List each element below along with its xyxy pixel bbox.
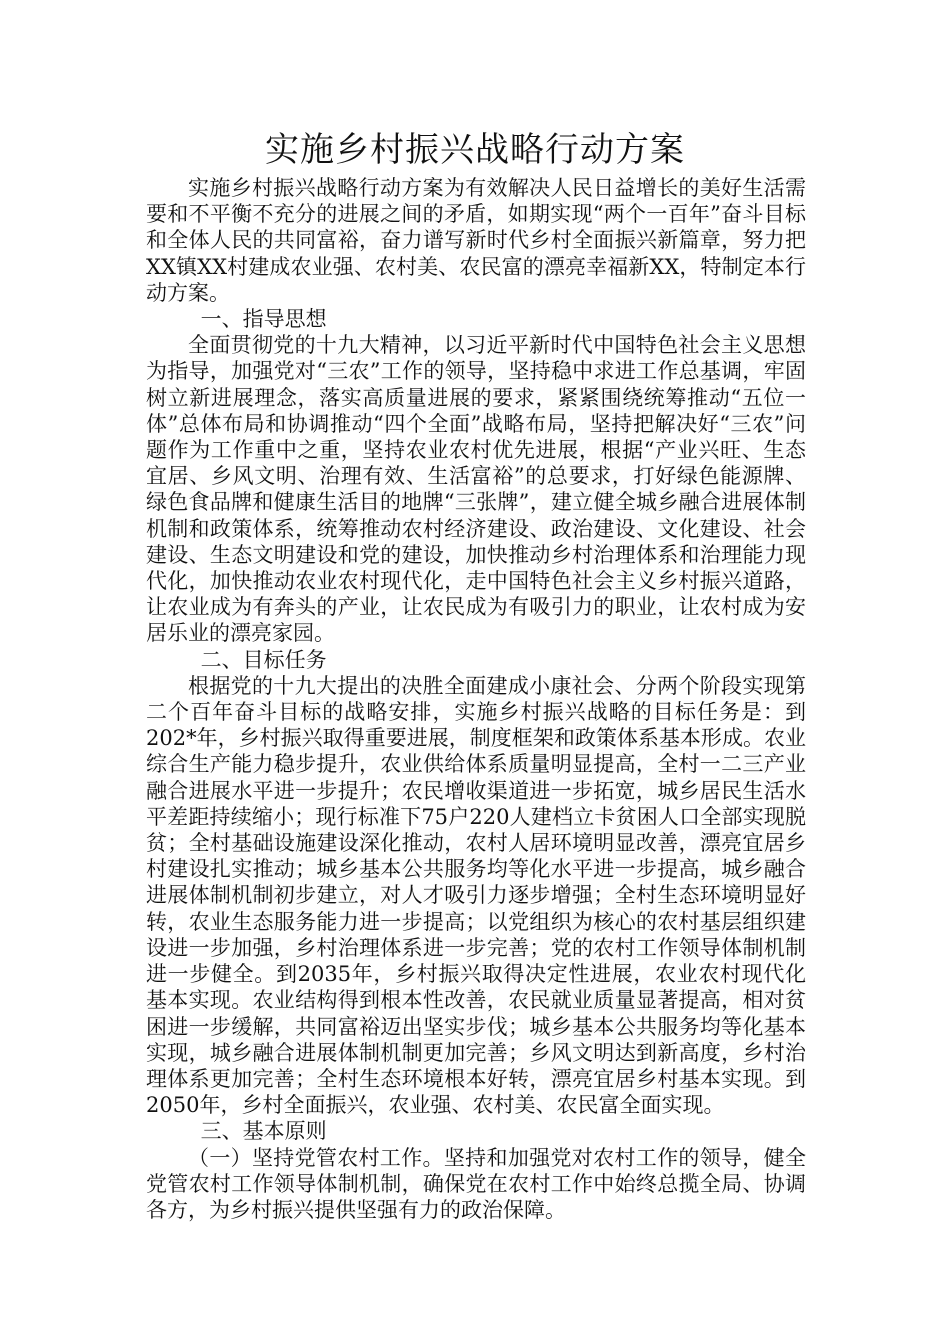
section-paragraph-principles: （一）坚持党管农村工作。坚持和加强党对农村工作的领导，健全党管农村工作领导体制机制，确保党在农村工作中始终总揽全局、协调各方，为乡村振兴提供坚强有力的政治保障。 — [146, 1145, 806, 1222]
document-body — [146, 175, 806, 1223]
section-paragraph-goals: 根据党的十九大提出的决胜全面建成小康社会、分两个阶段实现第二个百年奋斗目标的战略安排，实施乡村振兴战略的目标任务是：到202*年，乡村振兴取得重要进展，制度框架和政策体系基本形成。农业综合生产能力稳步提升，农业供给体系质量明显提高，全村一二三产业融合进展水平进一步提升；农民增收渠道进一步拓宽，城乡居民生活水平差距持续缩小；现行标准下75户220人建档立卡贫困人口全部实现脱贫；全村基础设施建设深化推动，农村人居环境明显改善，漂亮宜居乡村建设扎实推动；城乡基本公共服务均等化水平进一步提高，城乡融合进展体制机制初步建立，对人才吸引力逐步增强；全村生态环境明显好转，农业生态服务能力进一步提高；以党组织为核心的农村基层组织建设进一步加强，乡村治理体系进一步完善；党的农村工作领导体制机制进一步健全。到2035年，乡村振兴取得决定性进展，农业农村现代化基本实现。农业结构得到根本性改善，农民就业质量显著提高，相对贫困进一步缓解，共同富裕迈出坚实步伐；城乡基本公共服务均等化基本实现，城乡融合进展体制机制更加完善；乡风文明达到新高度，乡村治理体系更加完善；全村生态环境根本好转，漂亮宜居乡村基本实现。到2050年，乡村全面振兴，农业强、农村美、农民富全面实现。 — [146, 673, 806, 1118]
section-heading-goals: 二、目标任务 — [200, 647, 327, 672]
section-paragraph-guiding-ideology: 全面贯彻党的十九大精神，以习近平新时代中国特色社会主义思想为指导，加强党对“三农”工作的领导，坚持稳中求进工作总基调，牢固树立新进展理念，落实高质量进展的要求，紧紧围绕统筹推动“五位一体”总体布局和协调推动“四个全面”战略布局，坚持把解决好“三农”问题作为工作重中之重，坚持农业农村优先进展，根据“产业兴旺、生态宜居、乡风文明、治理有效、生活富裕”的总要求，打好绿色能源牌、绿色食品牌和健康生活目的地牌“三张牌”，建立健全城乡融合进展体制机制和政策体系，统筹推动农村经济建设、政治建设、文化建设、社会建设、生态文明建设和党的建设，加快推动乡村治理体系和治理能力现代化，加快推动农业农村现代化，走中国特色社会主义乡村振兴道路，让农业成为有奔头的产业，让农民成为有吸引力的职业，让农村成为安居乐业的漂亮家园。 — [146, 333, 806, 646]
intro-paragraph: 实施乡村振兴战略行动方案为有效解决人民日益增长的美好生活需要和不平衡不充分的进展之间的矛盾，如期实现“两个一百年”奋斗目标和全体人民的共同富裕，奋力谱写新时代乡村全面振兴新篇章，努力把XX镇XX村建成农业强、农村美、农民富的漂亮幸福新XX，特制定本行动方案。 — [146, 176, 806, 305]
document-title: 实施乡村振兴战略行动方案 — [265, 130, 685, 170]
section-heading-principles: 三、基本原则 — [200, 1119, 327, 1144]
section-heading-guiding-ideology: 一、指导思想 — [200, 307, 327, 332]
